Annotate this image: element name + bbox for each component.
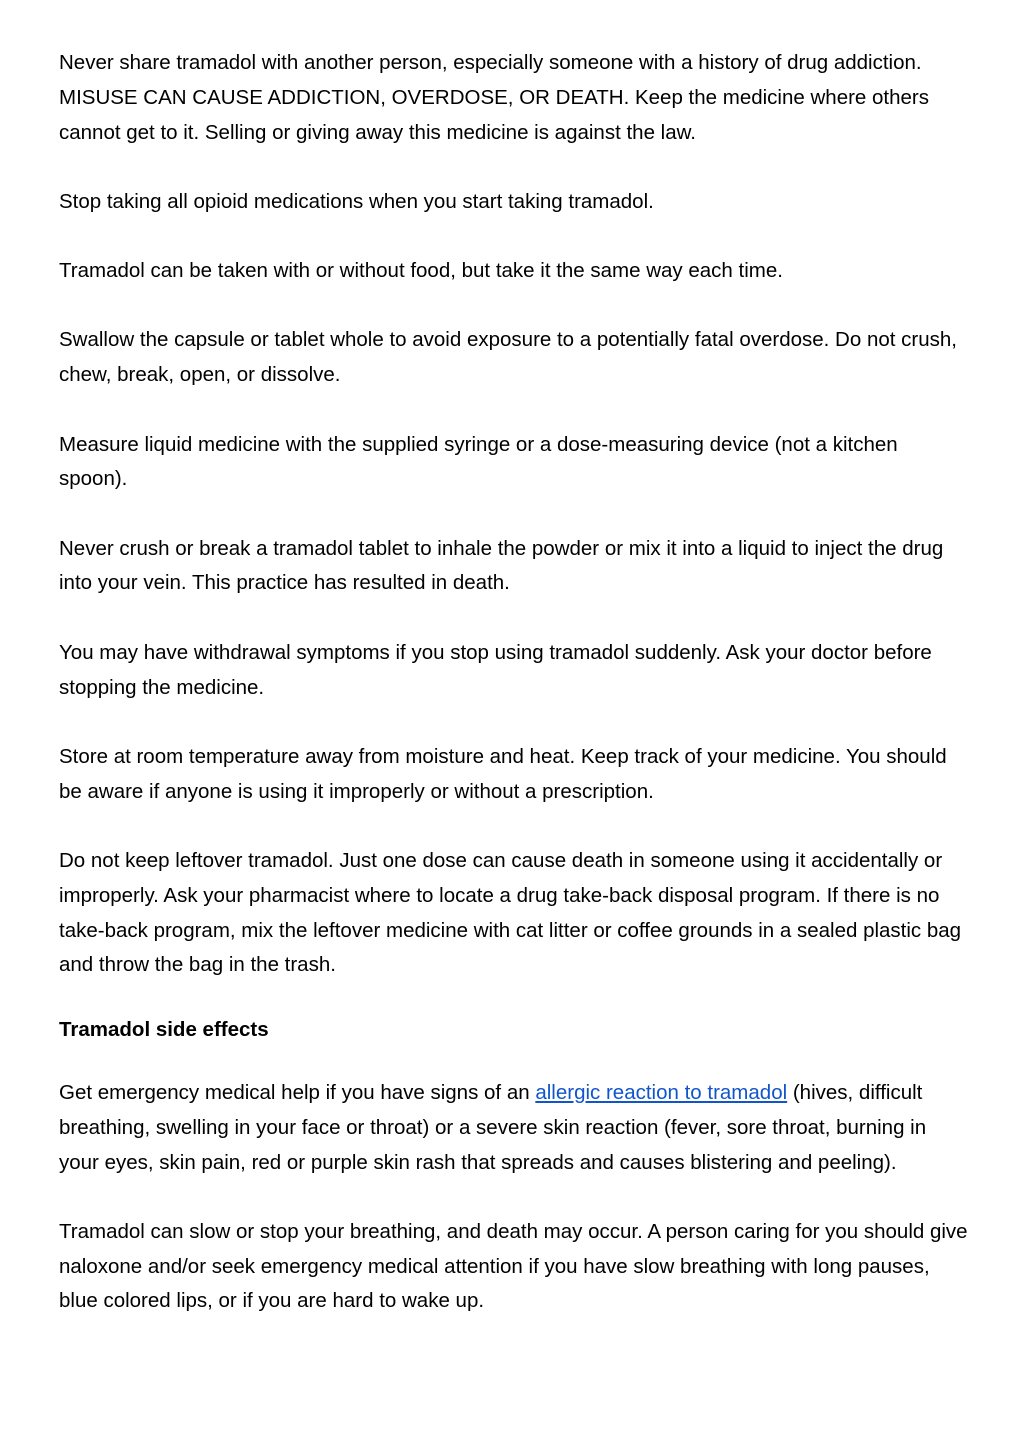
paragraph-storage: Store at room temperature away from moisture and heat. Keep track of your medicine. You should be aware if anyone is using it improperly or without a prescription. <box>59 744 947 803</box>
section-heading-side-effects: Tramadol side effects <box>59 1017 269 1041</box>
paragraph-breathing: Tramadol can slow or stop your breathing, and death may occur. A person caring for you should give naloxone and/or seek emergency medical attention if you have slow breathing with long pauses, blue colored lips, or if you are hard to wake up. <box>59 1219 968 1313</box>
document-body <box>59 46 971 1354</box>
paragraph-withdrawal: You may have withdrawal symptoms if you stop using tramadol suddenly. Ask your doctor before stopping the medicine. <box>59 640 932 699</box>
allergic-reaction-link[interactable]: allergic reaction to tramadol <box>535 1080 788 1104</box>
allergy-text-after: (hives, difficult breathing, swelling in your face or throat) or a severe skin reaction (fever, sore throat, burning in your eyes, skin pain, red or purple skin rash that spreads and causes blistering and peeling). <box>59 1080 927 1174</box>
paragraph-leftover: Do not keep leftover tramadol. Just one dose can cause death in someone using it accidentally or improperly. Ask your pharmacist where to locate a drug take-back disposal program. If there is no take-back program, mix the leftover medicine with cat litter or coffee grounds in a sealed plastic bag and throw the bag in the trash. <box>59 848 962 977</box>
paragraph-allergic-reaction <box>59 1076 971 1180</box>
paragraph-swallow-whole: Swallow the capsule or tablet whole to avoid exposure to a potentially fatal overdose. Do not crush, chew, break, open, or dissolve. <box>59 328 957 387</box>
paragraph-never-crush: Never crush or break a tramadol tablet to inhale the powder or mix it into a liquid to inject the drug into your vein. This practice has resulted in death. <box>59 536 944 595</box>
paragraph-with-food: Tramadol can be taken with or without food, but take it the same way each time. <box>59 259 783 283</box>
paragraph-measure-liquid: Measure liquid medicine with the supplied syringe or a dose-measuring device (not a kitchen spoon). <box>59 432 898 491</box>
paragraph-stop-opioids: Stop taking all opioid medications when you start taking tramadol. <box>59 189 654 213</box>
paragraph-never-share: Never share tramadol with another person, especially someone with a history of drug addiction. MISUSE CAN CAUSE ADDICTION, OVERDOSE, OR DEATH. Keep the medicine where others cannot get to it. Selling or giving away this medicine is against the law. <box>59 51 929 144</box>
allergy-text-before: Get emergency medical help if you have signs of an <box>59 1080 536 1104</box>
